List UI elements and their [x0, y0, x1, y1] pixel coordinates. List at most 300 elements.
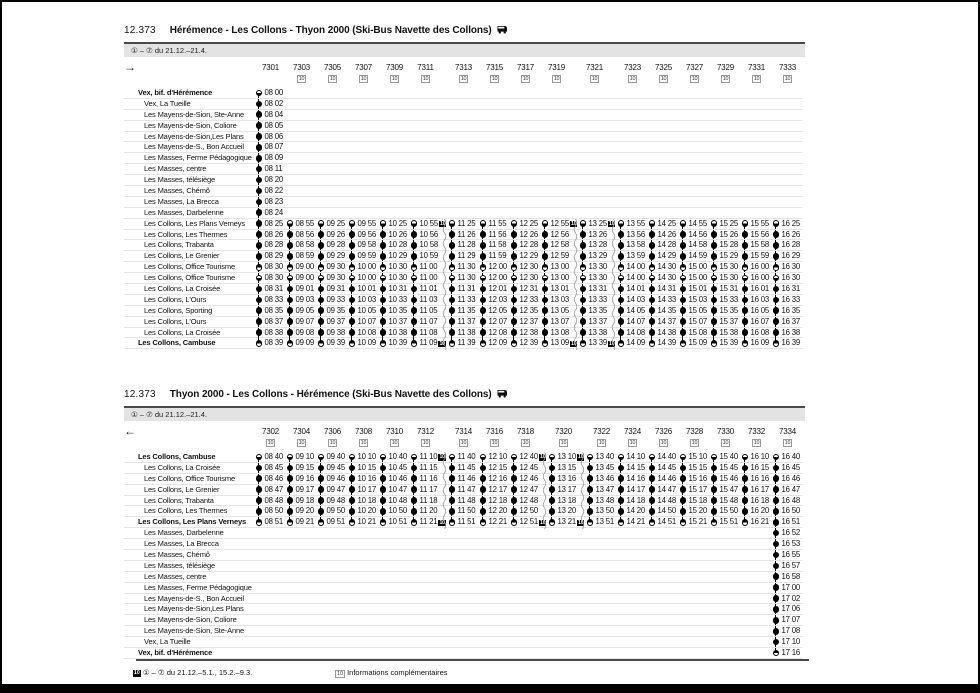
stop-icon: [773, 563, 780, 570]
trip-footnote-icon: 10: [660, 76, 667, 82]
time-cell-empty: [410, 164, 441, 174]
table-row: [124, 626, 803, 637]
departure-time: 09 15: [295, 462, 315, 472]
time-cell: [448, 230, 479, 240]
time-cell-empty: [379, 121, 410, 131]
stop-icon: [256, 101, 263, 108]
time-cell-empty: [410, 142, 441, 152]
time-cell-empty: [617, 99, 648, 109]
departure-time: 13 33: [588, 294, 608, 304]
departure-time: 10 16: [357, 473, 377, 483]
time-cell: [255, 153, 286, 163]
time-cell-empty: [710, 572, 741, 582]
departure-time: 10 26: [388, 229, 408, 239]
departure-time: 10 17: [357, 484, 377, 494]
time-cell-empty: [479, 186, 510, 196]
arrival-icon: [256, 264, 263, 271]
time-cell: [379, 328, 410, 338]
departure-time: 16 48: [781, 495, 801, 505]
stop-icon: [773, 552, 780, 559]
departure-time: 11 00: [419, 273, 438, 283]
trip-footnote-icon: 10: [360, 76, 367, 82]
validity-period-bar: ① – ⑦ du 21.12.–21.4.: [124, 406, 805, 421]
departure-icon: [773, 220, 780, 227]
stop-icon: [349, 486, 356, 493]
departure-time: 10 55 10: [419, 218, 446, 228]
arrival-icon: [680, 519, 687, 526]
station-name: Les Collons, Les Plans Verneys: [138, 517, 247, 527]
time-cell-empty: [448, 604, 479, 614]
departure-time: 16 35: [781, 305, 801, 315]
time-cell: [255, 452, 286, 462]
time-cell-empty: [379, 88, 410, 98]
departure-time: 14 20: [626, 506, 646, 516]
stop-icon: [287, 253, 294, 260]
time-cell-empty: [317, 121, 348, 131]
time-cell-empty: [379, 583, 410, 593]
time-cell-empty: [317, 88, 348, 98]
departure-time: 11 07: [419, 316, 438, 326]
departure-time: 12 55 10: [550, 218, 577, 228]
departure-time: 14 46: [657, 473, 677, 483]
time-cell: [741, 262, 772, 272]
trip-footnote-icon: 10: [560, 440, 567, 446]
departure-time: 16 39: [781, 338, 801, 348]
time-cell: [410, 474, 441, 484]
departure-time: 08 51: [264, 517, 284, 527]
departure-time: 08 35: [264, 305, 284, 315]
departure-time: 12 31: [519, 284, 539, 294]
time-cell: [317, 317, 348, 327]
arrival-icon: [618, 264, 625, 271]
time-cell-empty: [348, 561, 379, 571]
stop-icon: [380, 242, 387, 249]
time-cell: [410, 338, 445, 348]
stop-icon: [587, 475, 594, 482]
stop-icon: [411, 508, 418, 515]
time-cell-empty: [741, 561, 772, 571]
stop-icon: [411, 475, 418, 482]
departure-time: 10 09: [357, 338, 377, 348]
time-cell: [479, 463, 510, 473]
departure-time: 10 47: [388, 484, 408, 494]
departure-time: 15 21: [688, 517, 708, 527]
time-cell: [579, 338, 615, 348]
time-cell: [286, 251, 317, 261]
departure-time: 11 10 10: [419, 452, 445, 461]
departure-time: 12 33: [519, 294, 539, 304]
stop-icon: [256, 144, 263, 151]
time-cell-empty: [741, 528, 772, 538]
departure-time: 08 00: [264, 88, 284, 97]
time-cell: [448, 517, 479, 527]
time-cell-empty: [586, 594, 617, 604]
time-cell-empty: [348, 528, 379, 538]
time-cell-empty: [579, 110, 610, 120]
stop-icon: [449, 465, 456, 472]
arrival-icon: [380, 340, 387, 347]
time-cell: [679, 474, 710, 484]
time-cell: [510, 338, 541, 348]
time-cell: [648, 306, 679, 316]
trip-number: 7317 10: [517, 63, 534, 82]
stop-icon: [318, 318, 325, 325]
time-cell-empty: [410, 550, 441, 560]
departure-time: 17 00: [781, 582, 801, 592]
stop-icon: [711, 508, 718, 515]
footnote-date-restriction: [132, 668, 252, 677]
table-row: [124, 539, 803, 550]
time-cell-empty: [741, 175, 772, 185]
station-name: Les Collons, Cambuse: [138, 338, 216, 348]
stop-icon: [773, 573, 780, 580]
time-cell-empty: [286, 121, 317, 131]
trip-footnote-icon: 10: [629, 76, 636, 82]
time-cell: [648, 338, 679, 348]
time-cell: [448, 262, 479, 272]
time-cell-empty: [286, 594, 317, 604]
departure-time: 11 46: [457, 473, 476, 483]
trip-footnote-icon: 10: [722, 440, 729, 446]
time-cell: [579, 218, 615, 229]
time-cell: [510, 474, 541, 484]
departure-time: 13 46: [595, 473, 615, 483]
trip-number: 7312 10: [417, 427, 434, 446]
departure-time: 12 47: [519, 484, 539, 494]
time-cell-empty: [617, 637, 648, 647]
time-cell: [541, 338, 577, 348]
time-cell-empty: [379, 132, 410, 142]
time-cell-empty: [679, 626, 710, 636]
stop-icon: [711, 486, 718, 493]
time-cell-empty: [679, 604, 710, 614]
time-cell: [648, 240, 679, 250]
stop-icon: [618, 329, 625, 336]
stop-icon: [256, 122, 263, 129]
time-cell-empty: [710, 99, 741, 109]
time-cell: [448, 463, 479, 473]
time-cell: [541, 306, 572, 316]
departure-time: 14 40: [657, 452, 677, 461]
time-cell-empty: [579, 153, 610, 163]
time-cell-empty: [679, 550, 710, 560]
direction-arrow-icon: →: [124, 60, 136, 74]
departure-time: 12 05: [488, 305, 508, 315]
stop-icon: [680, 497, 687, 504]
stop-icon: [511, 465, 518, 472]
time-cell: [586, 485, 617, 495]
time-cell-empty: [586, 637, 617, 647]
departure-time: 11 18: [419, 495, 438, 505]
time-cell: [410, 485, 441, 495]
time-cell: [286, 517, 317, 527]
time-cell-empty: [510, 626, 541, 636]
stop-icon: [411, 242, 418, 249]
time-cell-empty: [286, 208, 317, 218]
time-cell-empty: [255, 637, 286, 647]
time-cell: [317, 452, 348, 462]
time-cell-empty: [541, 164, 572, 174]
time-cell: [617, 230, 648, 240]
arrival-icon: [511, 340, 518, 347]
departure-time: 13 29: [588, 251, 608, 261]
time-cell-empty: [648, 550, 679, 560]
departure-time: 17 16: [781, 648, 801, 658]
departure-time: 12 59: [550, 251, 570, 261]
time-cell-empty: [648, 99, 679, 109]
time-cell: [286, 506, 317, 516]
departure-time: 11 45: [457, 462, 476, 472]
trip-number: 7328 10: [686, 427, 703, 446]
stop-icon: [256, 253, 263, 260]
time-cell: [479, 517, 510, 527]
time-cell: [710, 262, 741, 272]
time-cell-empty: [679, 99, 710, 109]
station-name: Vex, bif. d'Hérémence: [138, 648, 213, 658]
table-row: [124, 208, 803, 219]
departure-time: 15 29: [719, 251, 739, 261]
stop-icon: [618, 242, 625, 249]
time-cell: [772, 485, 803, 495]
time-cell-empty: [348, 583, 379, 593]
time-cell: [772, 328, 803, 338]
stop-icon: [649, 475, 656, 482]
departure-time: 16 51: [781, 517, 801, 527]
time-cell: [741, 517, 772, 527]
stop-icon: [449, 486, 456, 493]
time-cell: [710, 474, 741, 484]
time-cell: [617, 474, 648, 484]
trip-number: 7331 10: [748, 63, 765, 82]
time-cell-empty: [648, 528, 679, 538]
time-cell: [448, 474, 479, 484]
time-cell-empty: [648, 583, 679, 593]
time-cell: [286, 328, 317, 338]
time-cell-empty: [548, 550, 579, 560]
time-cell-empty: [741, 615, 772, 625]
departure-time: 16 16: [750, 473, 770, 483]
departure-time: 10 45: [388, 462, 408, 472]
time-cell-empty: [617, 153, 648, 163]
departure-time: 09 07: [295, 316, 315, 326]
stop-icon: [287, 231, 294, 238]
time-cell: [479, 474, 510, 484]
time-cell-empty: [379, 99, 410, 109]
departure-time: 15 07: [688, 316, 708, 326]
time-cell-empty: [410, 539, 441, 549]
time-cell-empty: [348, 99, 379, 109]
trip-footnote-icon: 10: [522, 76, 529, 82]
departure-icon: [680, 454, 687, 461]
table-row: [124, 153, 803, 164]
time-cell-empty: [617, 208, 648, 218]
footnote-10-solid-icon: 10: [439, 454, 445, 461]
time-cell-empty: [286, 648, 317, 658]
direction-arrow-icon: ←: [124, 424, 136, 438]
time-cell-empty: [348, 615, 379, 625]
time-cell-empty: [679, 648, 710, 658]
departure-time: 11 09 10: [419, 338, 445, 348]
time-cell-empty: [448, 132, 479, 142]
time-cell: [772, 284, 803, 294]
departure-time: 08 30: [264, 273, 284, 283]
trip-number: 7311 10: [417, 63, 434, 82]
stop-icon: [256, 133, 263, 140]
trip-number: 7330 10: [717, 427, 734, 446]
trip-footnote-icon: 10: [660, 440, 667, 446]
table-row: [124, 306, 803, 317]
stop-icon: [256, 465, 263, 472]
time-cell: [255, 485, 286, 495]
departure-time: 09 21: [295, 517, 315, 527]
time-cell: [648, 251, 679, 261]
departure-time: 08 23: [264, 196, 284, 206]
time-cell-empty: [479, 110, 510, 120]
table-row: [124, 583, 803, 594]
time-cell: [772, 240, 803, 250]
time-cell-empty: [772, 132, 803, 142]
trip-footnote-icon: 10: [460, 76, 467, 82]
time-cell-empty: [579, 164, 610, 174]
time-cell: [648, 262, 679, 272]
time-cell: [548, 474, 579, 484]
station-name: Les Collons, Trabanta: [144, 495, 214, 505]
stop-icon: [542, 307, 549, 314]
time-cell-empty: [479, 99, 510, 109]
stop-icon: [349, 497, 356, 504]
time-cell-empty: [772, 121, 803, 131]
departure-time: 10 05: [357, 305, 377, 315]
stop-icon: [480, 242, 487, 249]
time-cell: [679, 306, 710, 316]
trip-number: 7332 10: [748, 427, 765, 446]
trip-number: 7314 10: [455, 427, 472, 446]
arrival-icon: [349, 264, 356, 271]
stop-icon: [480, 286, 487, 293]
departure-time: 16 01: [750, 284, 770, 294]
departure-time: 11 31: [457, 284, 476, 294]
departure-time: 08 55: [295, 218, 315, 228]
time-cell-empty: [348, 88, 379, 98]
stop-icon: [649, 297, 656, 304]
time-cell: [548, 463, 579, 473]
time-cell: [348, 306, 379, 316]
time-cell: [648, 517, 679, 527]
arrival-icon: [680, 340, 687, 347]
departure-time: 14 33: [657, 294, 677, 304]
departure-time: 13 00: [550, 262, 570, 272]
time-cell-empty: [579, 121, 610, 131]
departure-time: 13 58: [626, 240, 646, 250]
stop-icon: [542, 318, 549, 325]
departure-time: 16 05: [750, 305, 770, 315]
departure-time: 14 30: [657, 273, 677, 283]
stop-icon: [773, 253, 780, 260]
time-cell-empty: [379, 208, 410, 218]
time-cell-empty: [410, 648, 441, 658]
time-cell-empty: [741, 572, 772, 582]
time-cell: [541, 295, 572, 305]
stop-icon: [742, 253, 749, 260]
time-cell-empty: [679, 208, 710, 218]
departure-icon: [649, 275, 656, 282]
trip-header-row: [124, 426, 803, 447]
footnote-10-solid-icon: 10: [571, 340, 577, 347]
time-cell-empty: [479, 539, 510, 549]
departure-time: 14 01: [626, 284, 646, 294]
stop-icon: [411, 497, 418, 504]
time-cell-empty: [448, 539, 479, 549]
stop-icon: [287, 465, 294, 472]
time-cell-empty: [586, 648, 617, 658]
time-cell: [586, 496, 617, 506]
stop-icon: [318, 329, 325, 336]
stop-icon: [380, 307, 387, 314]
time-cell: [510, 317, 541, 327]
departure-time: 09 30: [326, 273, 346, 283]
departure-time: 16 53: [781, 539, 801, 549]
footnote-10-solid-icon: 10: [578, 519, 584, 526]
stop-icon: [773, 617, 780, 624]
departure-time: 12 01: [488, 284, 508, 294]
time-cell-empty: [617, 164, 648, 174]
arrival-icon: [287, 340, 294, 347]
departure-time: 14 03: [626, 294, 646, 304]
stop-icon: [711, 231, 718, 238]
departure-time: 14 07: [626, 316, 646, 326]
departure-time: 09 51: [326, 517, 346, 527]
time-cell: [579, 328, 610, 338]
departure-time: 09 18: [295, 495, 315, 505]
stop-icon: [380, 508, 387, 515]
stop-icon: [580, 231, 587, 238]
time-cell: [741, 240, 772, 250]
time-cell: [448, 485, 479, 495]
time-cell: [772, 539, 803, 549]
time-cell-empty: [648, 208, 679, 218]
stop-icon: [542, 297, 549, 304]
departure-icon: [449, 275, 456, 282]
time-cell-empty: [448, 164, 479, 174]
time-cell: [255, 284, 286, 294]
time-cell-empty: [648, 132, 679, 142]
time-cell: [541, 317, 572, 327]
time-cell: [317, 328, 348, 338]
arrival-icon: [511, 264, 518, 271]
departure-time: 11 03: [419, 294, 438, 304]
time-cell-empty: [348, 132, 379, 142]
stop-icon: [480, 297, 487, 304]
time-cell: [317, 284, 348, 294]
station-name: Les Masses, télésiège: [144, 560, 216, 570]
time-cell-empty: [479, 615, 510, 625]
time-cell-empty: [448, 637, 479, 647]
time-cell-empty: [379, 175, 410, 185]
table-row: [124, 273, 803, 284]
departure-time: 15 37: [719, 316, 739, 326]
time-cell-empty: [448, 208, 479, 218]
departure-time: 10 50: [388, 506, 408, 516]
time-cell: [379, 474, 410, 484]
departure-time: 16 03: [750, 294, 770, 304]
departure-time: 12 10: [488, 452, 508, 461]
time-cell: [510, 452, 546, 462]
station-name: Les Mayens-de-Sion, Coliore: [144, 615, 237, 625]
stop-icon: [511, 497, 518, 504]
trip-number: 7301: [262, 63, 279, 72]
time-cell-empty: [510, 153, 541, 163]
stop-icon: [649, 329, 656, 336]
